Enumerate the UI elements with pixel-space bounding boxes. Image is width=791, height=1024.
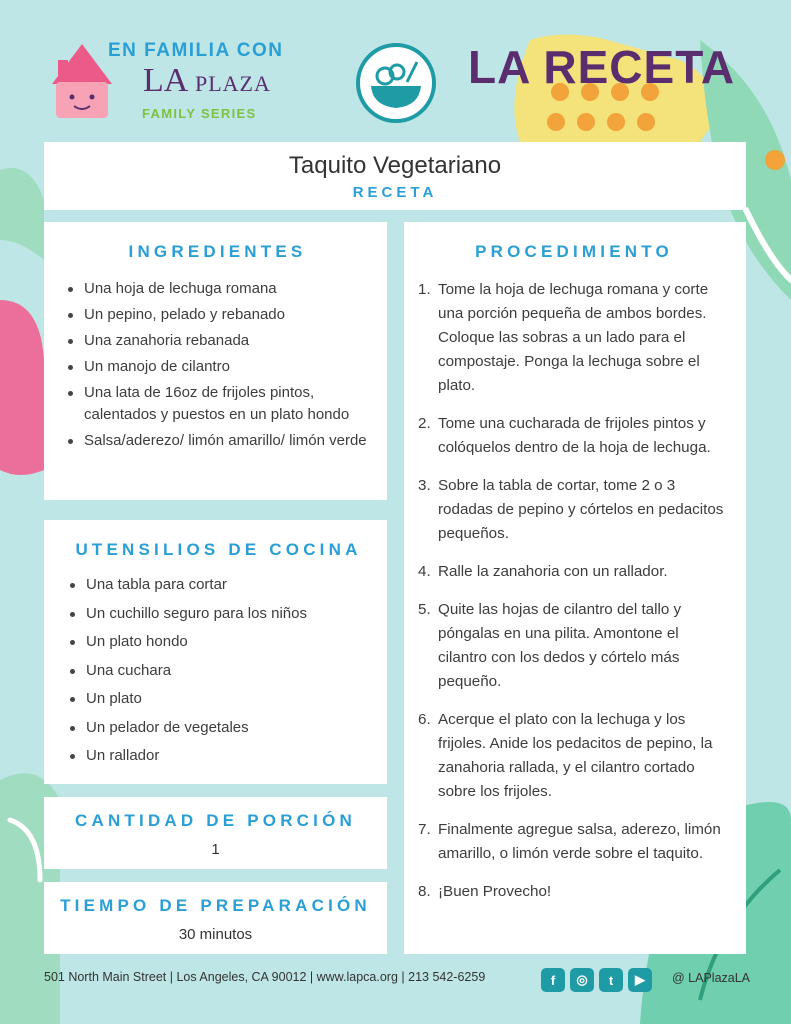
recipe-label: RECETA [352, 184, 438, 201]
ingredient-item: Un pepino, pelado y rebanado [64, 304, 371, 326]
ingredient-item: Una zanahoria rebanada [64, 330, 371, 352]
step-number: 2. [418, 415, 431, 432]
step-number: 7. [418, 821, 431, 838]
procedure-step [418, 708, 730, 804]
header-kicker: EN FAMILIA CON [108, 40, 284, 61]
header-series: FAMILY SERIES [142, 106, 257, 121]
prep-time-card [44, 882, 387, 954]
step-text: Acerque el plato con la lechuga y los frijoles. Anide los pedacitos de pepino, la zanahoria rallada, y el cilantro cortado sobre los frijoles. [438, 711, 713, 800]
utensil-item: Un pelador de vegetales [66, 717, 371, 739]
twitter-icon[interactable]: t [599, 968, 623, 992]
step-number: 8. [418, 883, 431, 900]
step-text: Quite las hojas de cilantro del tallo y póngalas en una pilita. Amontone el cilantro con los dedos y córtelo más pequeño. [438, 601, 682, 690]
step-text: Tome la hoja de lechuga romana y corte una porción pequeña de ambos bordes. Coloque las sobras a un lado para el compostaje. Ponga la lechuga sobre el plato. [438, 281, 709, 394]
utensil-item: Un rallador [66, 745, 371, 767]
procedure-step [418, 412, 730, 460]
social-handle[interactable]: @ LAPlazaLA [672, 971, 751, 985]
house-logo-icon [50, 42, 114, 122]
footer-contact: 501 North Main Street | Los Angeles, CA 90012 | www.lapca.org | 213 542-6259 [44, 970, 486, 984]
portion-heading: CANTIDAD DE PORCIÓN [75, 811, 356, 830]
step-number: 4. [418, 563, 431, 580]
step-number: 6. [418, 711, 431, 728]
step-text: Finalmente agregue salsa, aderezo, limón amarillo, o limón verde sobre el taquito. [438, 821, 721, 862]
utensils-heading: UTENSILIOS DE COCINA [75, 540, 362, 559]
utensil-item: Una tabla para cortar [66, 574, 371, 596]
step-number: 1. [418, 281, 431, 298]
recipe-title-card [44, 142, 746, 210]
procedure-step [418, 818, 730, 866]
page-title: LA RECETA [468, 41, 736, 93]
utensils-list [66, 574, 371, 767]
procedure-step [418, 880, 730, 904]
procedure-step [418, 474, 730, 546]
step-number: 5. [418, 601, 431, 618]
utensil-item: Un plato [66, 688, 371, 710]
procedure-steps [418, 278, 730, 904]
ingredient-item: Una hoja de lechuga romana [64, 278, 371, 300]
salad-bowl-icon [355, 42, 437, 124]
step-text: Sobre la tabla de cortar, tome 2 o 3 rodadas de pepino y córtelos en pedacitos pequeños. [438, 477, 724, 542]
social-icons [541, 968, 652, 992]
prep-time-heading: TIEMPO DE PREPARACIÓN [60, 896, 371, 915]
ingredients-card [44, 222, 387, 500]
ingredient-item: Salsa/aderezo/ limón amarillo/ limón verde [64, 430, 371, 452]
youtube-icon[interactable]: ▶ [628, 968, 652, 992]
instagram-icon[interactable]: ◎ [570, 968, 594, 992]
step-text: Tome una cucharada de frijoles pintos y colóquelos dentro de la hoja de lechuga. [438, 415, 711, 456]
ingredient-item: Un manojo de cilantro [64, 356, 371, 378]
utensils-card [44, 520, 387, 784]
utensil-item: Un plato hondo [66, 631, 371, 653]
brand-sub: PLAZA [194, 71, 271, 96]
brand-name [143, 62, 271, 100]
utensil-item: Una cuchara [66, 660, 371, 682]
portion-value: 1 [211, 841, 220, 858]
procedure-card [404, 222, 746, 954]
prep-time-value: 30 minutos [178, 926, 253, 943]
utensil-item: Un cuchillo seguro para los niños [66, 603, 371, 625]
step-text: Ralle la zanahoria con un rallador. [438, 563, 668, 580]
brand-main: LA [143, 62, 187, 99]
ingredients-heading: INGREDIENTES [128, 242, 307, 261]
procedure-step [418, 598, 730, 694]
procedure-step [418, 278, 730, 398]
ingredient-item: Una lata de 16oz de frijoles pintos, calentados y puestos en un plato hondo [64, 382, 371, 426]
portion-card [44, 797, 387, 869]
recipe-name: Taquito Vegetariano [288, 152, 502, 179]
facebook-icon[interactable]: f [541, 968, 565, 992]
step-text: ¡Buen Provecho! [438, 883, 552, 900]
step-number: 3. [418, 477, 431, 494]
procedure-step [418, 560, 730, 584]
ingredients-list [64, 278, 371, 452]
procedure-heading: PROCEDIMIENTO [475, 242, 673, 261]
